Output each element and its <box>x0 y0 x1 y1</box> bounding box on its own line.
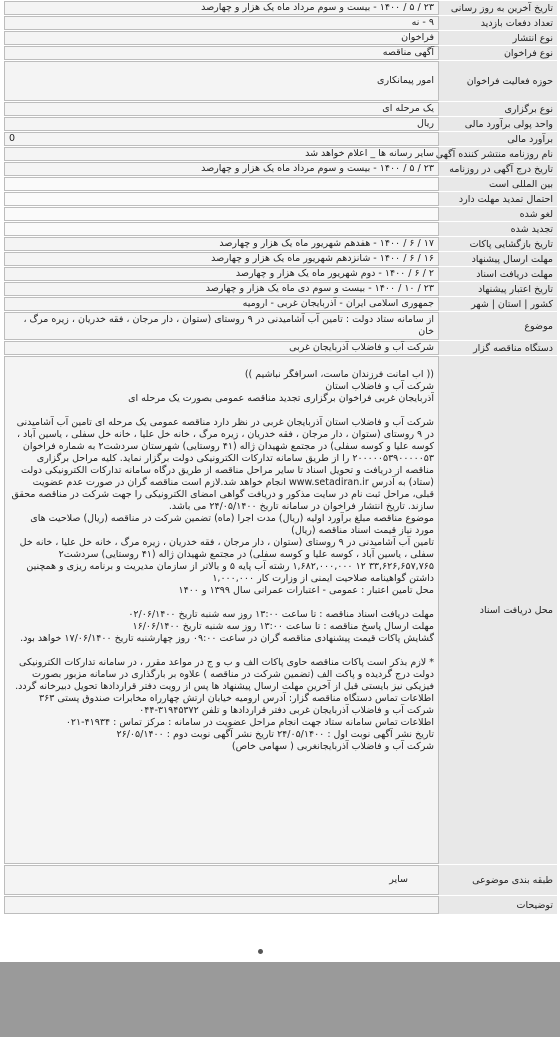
row-visits <box>4 16 557 30</box>
visits-value: ۹ - نه <box>4 16 439 30</box>
extension-value <box>4 192 439 206</box>
last-update-value: ۲۳ / ۵ / ۱۴۰۰ - بیست و سوم مرداد ماه یک هزار و چهارصد <box>4 1 439 15</box>
cancelled-value <box>4 207 439 221</box>
row-subject <box>4 312 557 340</box>
org-label: دستگاه مناقصه گزار <box>439 341 557 355</box>
row-cancelled <box>4 207 557 221</box>
tender-info-table <box>4 0 557 915</box>
row-extension <box>4 192 557 206</box>
submit-deadline-value: ۱۶ / ۶ / ۱۴۰۰ - شانزدهم شهریور ماه یک هزار و چهارصد <box>4 252 439 266</box>
category-label: طبقه بندی موضوعی <box>439 865 557 895</box>
activity-value: امور پیمانکاری <box>4 61 439 101</box>
currency-value: ریال <box>4 117 439 131</box>
row-category <box>4 865 557 895</box>
row-estimate <box>4 132 557 146</box>
submit-deadline-label: مهلت ارسال پیشنهاد <box>439 252 557 266</box>
opening-value: ۱۷ / ۶ / ۱۴۰۰ - هفدهم شهریور ماه یک هزار و چهارصد <box>4 237 439 251</box>
international-label: بین المللی است <box>439 177 557 191</box>
activity-label: حوزه فعالیت فراخوان <box>439 61 557 101</box>
row-doc-place <box>4 356 557 864</box>
row-last-update <box>4 1 557 15</box>
notes-label: توضیحات <box>439 896 557 914</box>
newspaper-label: نام روزنامه منتشر کننده آگهی <box>439 147 557 161</box>
row-notes <box>4 896 557 914</box>
row-newspaper-date <box>4 162 557 176</box>
row-publish-type <box>4 31 557 45</box>
row-validity <box>4 282 557 296</box>
renewed-label: تجدید شده <box>439 222 557 236</box>
row-submit-deadline <box>4 252 557 266</box>
validity-label: تاریخ اعتبار پیشنهاد <box>439 282 557 296</box>
doc-place-label: محل دریافت اسناد <box>439 356 557 864</box>
row-newspaper <box>4 147 557 161</box>
last-update-label: تاریخ آخرین به روز رسانی <box>439 1 557 15</box>
validity-value: ۲۳ / ۱۰ / ۱۴۰۰ - بیست و سوم دی ماه یک هزار و چهارصد <box>4 282 439 296</box>
footer-band <box>0 962 560 1037</box>
doc-place-text: (( آب امانت فرزندان ماست، اسرافگر نباشیم )) شرکت آب و فاضلاب استان آذربایجان غربی فراخوان برگزاری تجدید مناقصه عمومی بصورت یک مرحله ای شرکت آب و فاضلاب استان آذربایجان غربی در نظر دارد مناقصه عمومی یک مرحله ای تامین آب آشامیدنی در ۹ روستای (ستوان ، دار مرجان ، فقه خدریان ، زیره مرگ ، خانه خل علیا ، خانه خل سفلی ، یاسین آباد ، کوسه علیا و کوسه سفلی) در مجتمع شهیدان ژاله (۴۱ روستایی) شهرستان سردشت۲ به شماره فراخوان ۲۰۰۰۰۰۵۳۹۰۰۰۰۰۵۳ را از طریق سامانه تدارکات الکترونیکی دولت برگزار نماید. کلیه مراحل برگزاری مناقصه از دریافت و تحویل اسناد تا سایر مراحل مناقصه از طریق درگاه سامانه تدارکات الکترونیکی دولت (ستاد) به آدرس www.setadiran.ir انجام خواهد شد.لازم است مناقصه گران در صورت عدم عضویت قبلی، مراحل ثبت نام در سایت مذکور و دریافت گواهی امضای الکترونیکی را جهت شرکت در مناقصه محقق سازند. تاریخ انتشار فراخوان در سامانه تاریخ ۲۴/۰۵/۱۴۰۰ می باشد. موضوع مناقصه مبلغ برآورد اولیه (ریال) مدت اجرا (ماه) تضمین شرکت در مناقصه (ریال) صلاحیت های مورد نیاز قیمت اسناد مناقصه (ریال) تامین آب آشامیدنی در ۹ روستای (ستوان ، دار مرجان ، فقه خدریان ، زیره مرگ ، خانه خل علیا ، خانه خل سفلی ، یاسین آباد ، کوسه علیا و کوسه سفلی) در مجتمع شهیدان ژاله (۴۱ روستایی) سردشت۲ ۳۳,۶۲۶,۶۵۷,۷۶۵ ۱۲ ۱,۶۸۲,۰۰۰,۰۰۰ رشته آب پایه ۵ و بالاتر از سازمان مدیریت و برنامه ریزی و همچنین داشتن گواهینامه صلاحیت ایمنی از وزارت کار ۱,۰۰۰,۰۰۰ محل تامین اعتبار : عمومی - اعتبارات عمرانی سال ۱۳۹۹ و ۱۴۰۰ مهلت دریافت اسناد مناقصه : تا ساعت ۱۳:۰۰ روز سه شنبه تاریخ ۰۲/۰۶/۱۴۰۰ مهلت ارسال پاسخ مناقصه : تا ساعت ۱۳:۰۰ روز سه شنبه تاریخ ۱۶/۰۶/۱۴۰۰ گشایش پاکات قیمت پیشنهادی مناقصه گران در ساعت ۰۹:۰۰ روز چهارشنبه تاریخ ۱۷/۰۶/۱۴۰۰ خواهد بود. * لازم بذکر است پاکات مناقصه حاوی پاکات الف و ب و ج در مواعد مقرر ، در سامانه تدارکات الکترونیکی دولت درج گردیده و پاکت الف (تضمین شرکت در مناقصه ) علاوه بر بارگذاری در سامانه مزبور بصورت فیزیکی نیز بایستی قبل از آخرین مهلت ارسال پیشنهاد ها پس از رویت دفتر قراردادها تحویل دبیرخانه گردد. اطلاعات تماس دستگاه مناقصه گزار: آدرس ارومیه خیابان ارتش چهارراه مخابرات صندوق پستی ۳۶۳ شرکت آب و فاضلاب آذربایجان غربی دفتر قراردادها و تلفن ۳۱۹۴۵۳۷۲-۰۴۴ اطلاعات تماس سامانه ستاد جهت انجام مراحل عضویت در سامانه : مرکز تماس : ۴۱۹۳۴-۰۲۱ تاریخ نشر آگهی نوبت اول : ۲۴/۰۵/۱۴۰۰ تاریخ نشر آگهی نوبت دوم : ۲۶/۰۵/۱۴۰۰ شرکت آب و فاضلاب آذربایجانغربی ( سهامی خاص) <box>11 369 434 752</box>
doc-deadline-label: مهلت دریافت اسناد <box>439 267 557 281</box>
call-type-label: نوع فراخوان <box>439 46 557 60</box>
row-doc-deadline <box>4 267 557 281</box>
cancelled-label: لغو شده <box>439 207 557 221</box>
doc-deadline-value: ۲ / ۶ / ۱۴۰۰ - دوم شهریور ماه یک هزار و چهارصد <box>4 267 439 281</box>
publish-type-value: فراخوان <box>4 31 439 45</box>
newspaper-date-value: ۲۳ / ۵ / ۱۴۰۰ - بیست و سوم مرداد ماه یک هزار و چهارصد <box>4 162 439 176</box>
holding-type-value: یک مرحله ای <box>4 102 439 116</box>
doc-place-value <box>4 356 439 864</box>
currency-label: واحد پولی برآورد مالی <box>439 117 557 131</box>
holding-type-label: نوع برگزاری <box>439 102 557 116</box>
notes-value <box>4 896 439 914</box>
row-renewed <box>4 222 557 236</box>
visits-label: تعداد دفعات بازدید <box>439 16 557 30</box>
publish-type-label: نوع انتشار <box>439 31 557 45</box>
opening-label: تاریخ بازگشایی پاکات <box>439 237 557 251</box>
extension-label: احتمال تمدید مهلت دارد <box>439 192 557 206</box>
row-currency <box>4 117 557 131</box>
newspaper-value: سایر رسانه ها _ اعلام خواهد شد <box>4 147 439 161</box>
subject-label: موضوع <box>439 312 557 340</box>
category-value: سایر <box>4 865 439 895</box>
renewed-value <box>4 222 439 236</box>
location-label: کشور | استان | شهر <box>439 297 557 311</box>
location-value: جمهوری اسلامی ایران - آذربایجان غربی - ارومیه <box>4 297 439 311</box>
row-international <box>4 177 557 191</box>
newspaper-date-label: تاریخ درج آگهی در روزنامه <box>439 162 557 176</box>
subject-value: از سامانه ستاد دولت : تامین آب آشامیدنی در ۹ روستای (ستوان ، دار مرجان ، فقه خدریان ، زیره مرگ ، خان <box>4 312 439 340</box>
international-value <box>4 177 439 191</box>
scroll-dot-icon <box>258 946 263 957</box>
row-holding-type <box>4 102 557 116</box>
row-location <box>4 297 557 311</box>
row-org <box>4 341 557 355</box>
call-type-value: آگهی مناقصه <box>4 46 439 60</box>
row-call-type <box>4 46 557 60</box>
org-value: شرکت آب و فاضلاب آذربایجان غربی <box>4 341 439 355</box>
estimate-value: 0 <box>4 132 439 146</box>
row-opening <box>4 237 557 251</box>
row-activity <box>4 61 557 101</box>
estimate-label: برآورد مالی <box>439 132 557 146</box>
